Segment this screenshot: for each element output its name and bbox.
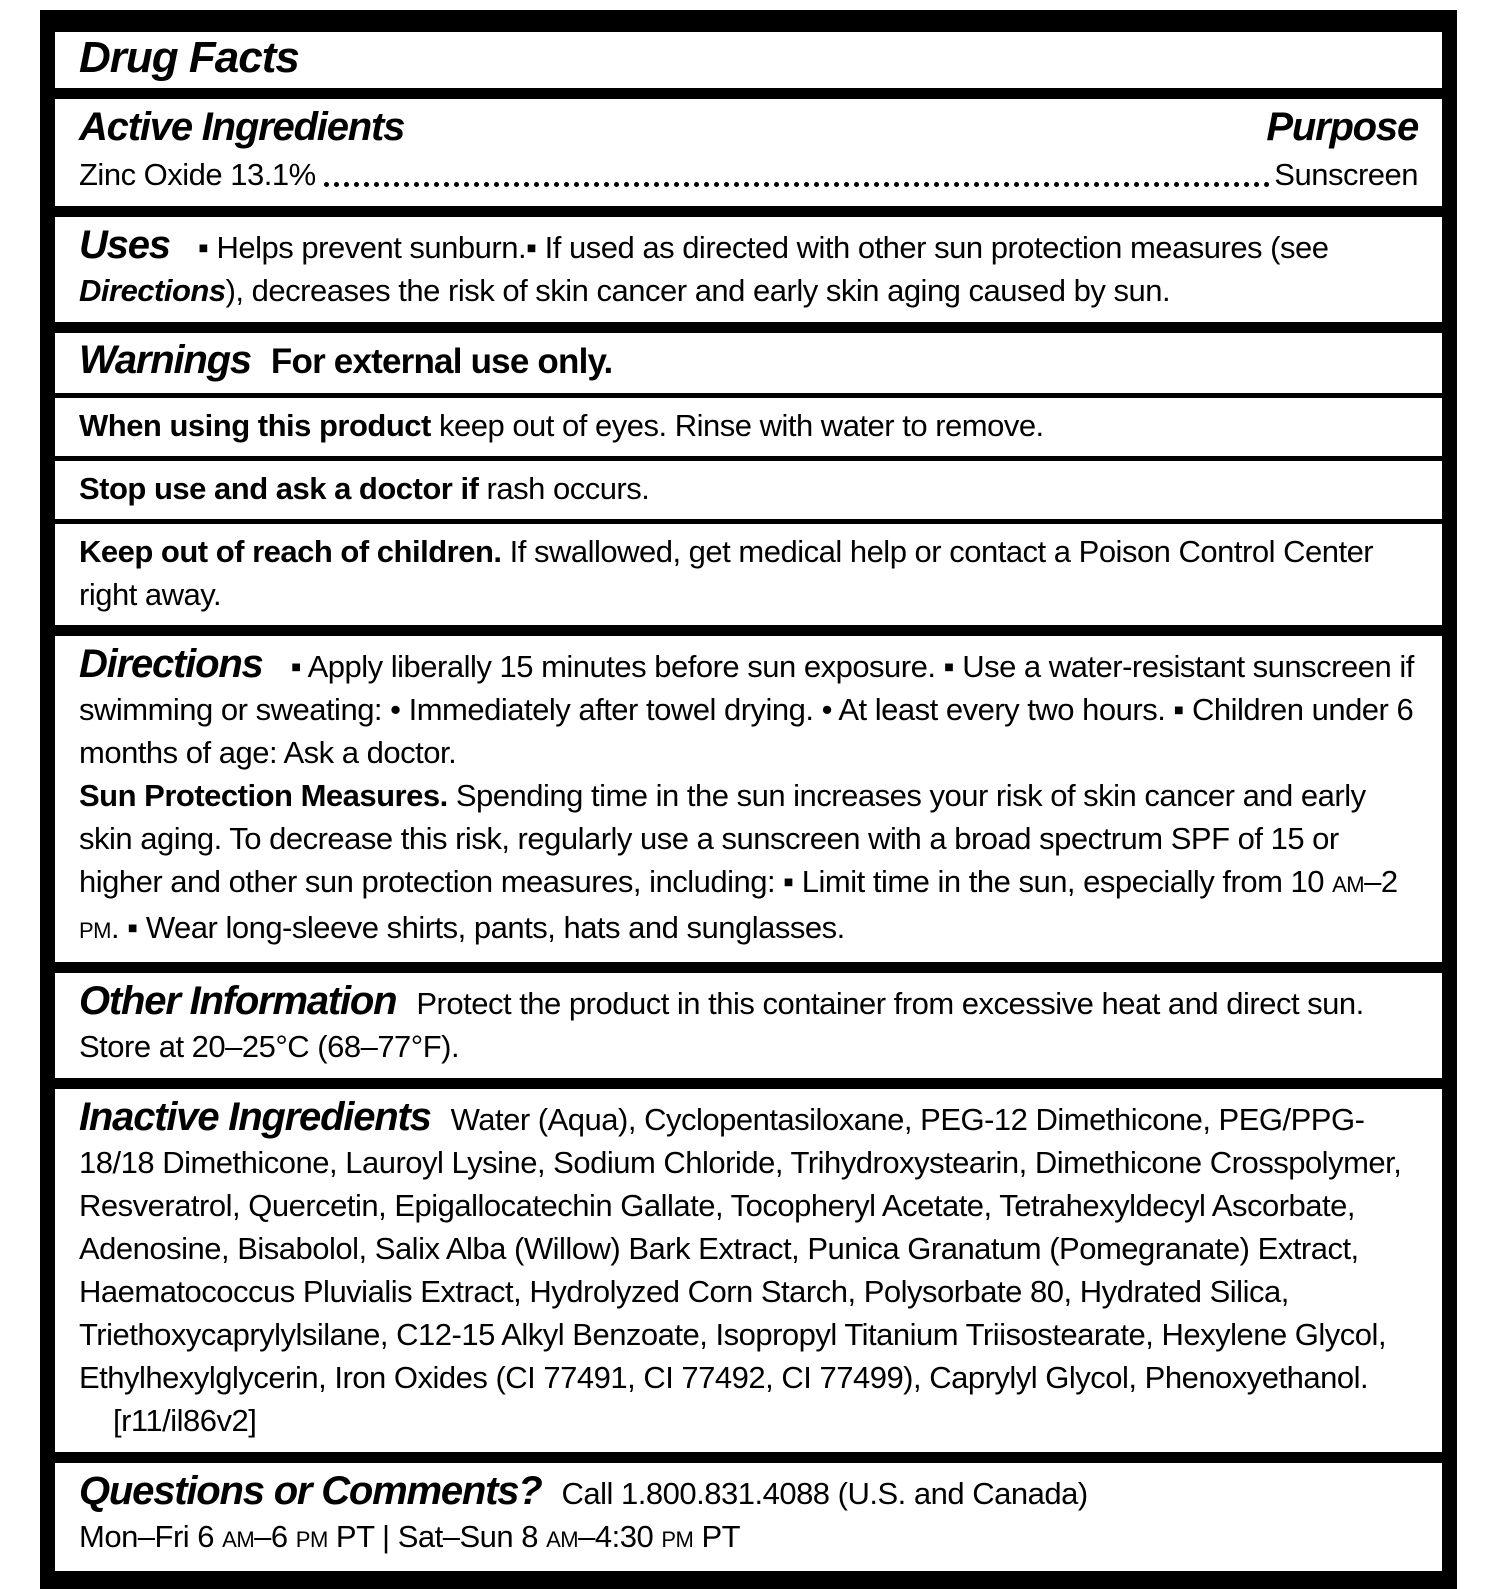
section-inactive-ingredients (55, 1089, 1442, 1452)
uses-heading: Uses (79, 223, 170, 267)
section-other-information (55, 973, 1442, 1078)
inactive-ingredients-body: Water (Aqua), Cyclopentasiloxane, PEG-12 Dimethicone, PEG/PPG-18/18 Dimethicone, Lauroyl Lysine, Sodium Chloride, Trihydroxystearin, Dimethicone Crosspolymer, Resveratrol, Quercetin, Epigallocatechin Gallate, Tocopheryl Acetate, Tetrahexyldecyl Ascorbate, Adenosine, Bisabolol, Salix Alba (Willow) Bark Extract, Punica Granatum (Pomegranate) Extract, Haematococcus Pluvialis Extract, Hydrolyzed Corn Starch, Polysorbate 80, Hydrated Silica, Triethoxycaprylylsilane, C12-15 Alkyl Benzoate, Isopropyl Titanium Triisostearate, Hexylene Glycol, Ethylhexylglycerin, Iron Oxides (CI 77491, CI 77492, CI 77499), Caprylyl Glycol, Phenoxyethanol.[r11/il86v2] (79, 1102, 1402, 1438)
directions-heading: Directions (79, 642, 263, 686)
section-drug-facts-title (55, 32, 1442, 88)
warnings-subtitle: For external use only. (270, 342, 613, 381)
warning-stop-use: Stop use and ask a doctor if rash occurs. (55, 456, 1442, 519)
drug-facts-title: Drug Facts (79, 33, 299, 82)
directions-body: ▪ Apply liberally 15 minutes before sun exposure. ▪ Use a water-resistant sunscreen if swimming or sweating: • Immediately after towel drying. • At least every two hours. ▪ Children under 6 months of age: Ask a doctor. (79, 649, 1414, 770)
warnings-title-row (55, 333, 1442, 393)
drug-facts-label (40, 10, 1457, 1589)
directions-paragraph (79, 643, 1418, 774)
questions-hours: Mon–Fri 6 AM–6 PM PT | Sat–Sun 8 AM–4:30 PM PT (79, 1519, 741, 1554)
active-ingredient-row (79, 153, 1418, 196)
purpose-heading: Purpose (1266, 105, 1418, 149)
section-warnings (55, 333, 1442, 625)
active-ingredients-header-row (79, 106, 1418, 149)
dotted-leader (324, 182, 1271, 187)
warning-keep-out-of-reach: Keep out of reach of children. If swallowed, get medical help or contact a Poison Control Center right away. (55, 519, 1442, 625)
section-questions-comments (55, 1463, 1442, 1571)
section-directions (55, 636, 1442, 962)
sun-protection-paragraph: Sun Protection Measures. Spending time in the sun increases your risk of skin cancer and early skin aging. To decrease this risk, regularly use a sunscreen with a broad spectrum SPF of 15 or higher and other sun protection measures, including: ▪ Limit time in the sun, especially from 10 AM–2 PM. ▪ Wear long-sleeve shirts, pants, hats and sunglasses. (79, 778, 1398, 945)
active-ingredients-heading: Active Ingredients (79, 105, 405, 149)
warnings-heading: Warnings (79, 338, 251, 382)
other-information-paragraph (79, 980, 1418, 1068)
section-active-ingredients (55, 99, 1442, 206)
other-information-heading: Other Information (79, 979, 397, 1023)
active-ingredient-name: Zinc Oxide 13.1% (79, 157, 316, 192)
inactive-ingredients-heading: Inactive Ingredients (79, 1095, 431, 1139)
section-uses (55, 217, 1442, 322)
questions-call-number: Call 1.800.831.4088 (U.S. and Canada) (561, 1476, 1088, 1511)
questions-paragraph (79, 1470, 1418, 1515)
inactive-ingredients-paragraph (79, 1096, 1418, 1442)
uses-paragraph (79, 224, 1418, 312)
questions-heading: Questions or Comments? (79, 1469, 542, 1513)
other-information-body: Protect the product in this container from excessive heat and direct sun. Store at 20–25°C (68–77°F). (79, 986, 1364, 1064)
uses-body: ▪ Helps prevent sunburn.▪ If used as directed with other sun protection measures (see Directions), decreases the risk of skin cancer and early skin aging caused by sun. (79, 230, 1329, 308)
active-ingredient-purpose: Sunscreen (1274, 157, 1418, 192)
warning-when-using: When using this product keep out of eyes. Rinse with water to remove. (55, 393, 1442, 456)
